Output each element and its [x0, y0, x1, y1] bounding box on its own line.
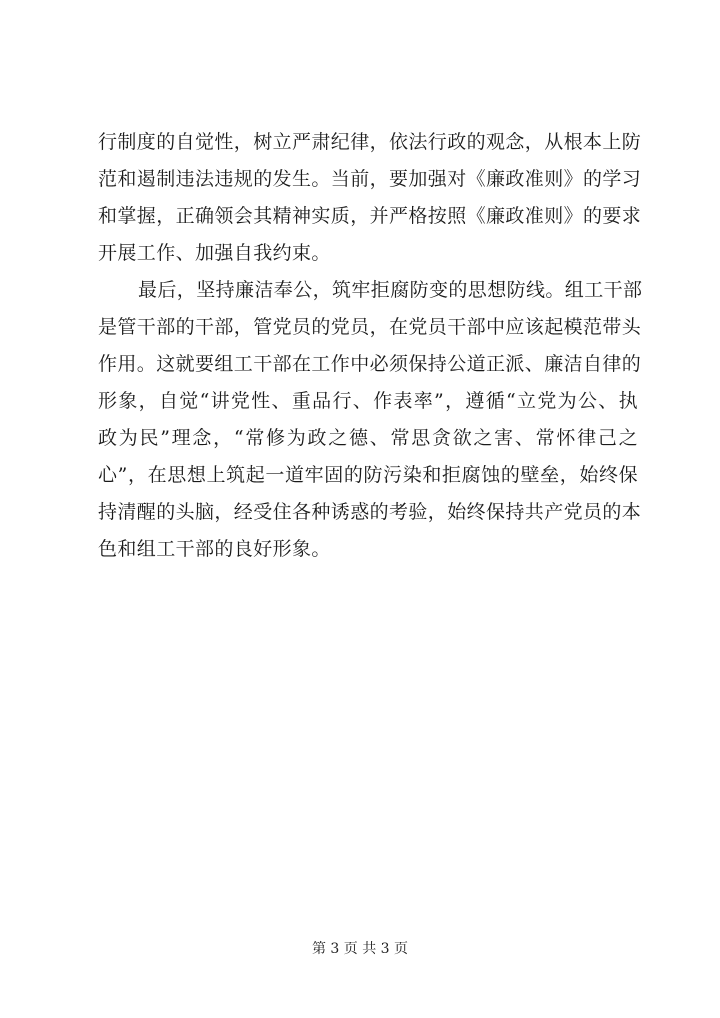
paragraph-1-line-4: 开展工作、加强自我约束。	[98, 242, 331, 264]
paragraph-2-line-6: 心”，在思想上筑起一道牢固的防污染和拒腐蚀的壁垒，始终保	[98, 464, 638, 486]
paragraph-1-line-1: 行制度的自觉性，树立严肃纪律，依法行政的观念，从根本上防	[98, 131, 642, 153]
paragraph-2-line-3: 作用。这就要组工干部在工作中必须保持公道正派、廉洁自律的	[98, 353, 642, 375]
paragraph-2-line-2: 是管干部的干部，管党员的党员，在党员干部中应该起模范带头	[98, 316, 642, 338]
paragraph-2-line-5: 政为民”理念，“常修为政之德、常思贪欲之害、常怀律己之	[98, 427, 638, 449]
page-number-footer: 第 3 页 共 3 页	[311, 941, 409, 957]
paragraph-2-line-4: 形象，自觉“讲党性、重品行、作表率”，遵循“立党为公、执	[98, 390, 638, 412]
paragraph-2-line-8: 色和组工干部的良好形象。	[98, 538, 331, 560]
paragraph-2-line-1: 最后，坚持廉洁奉公，筑牢拒腐防变的思想防线。组工干部	[138, 279, 643, 301]
document-body	[98, 124, 643, 568]
paragraph-2-line-7: 持清醒的头脑，经受住各种诱惑的考验，始终保持共产党员的本	[98, 501, 642, 523]
paragraph-1-line-3: 和掌握，正确领会其精神实质，并严格按照《廉政准则》的要求	[98, 205, 642, 227]
paragraph-1-line-2: 范和遏制违法违规的发生。当前，要加强对《廉政准则》的学习	[98, 168, 642, 190]
